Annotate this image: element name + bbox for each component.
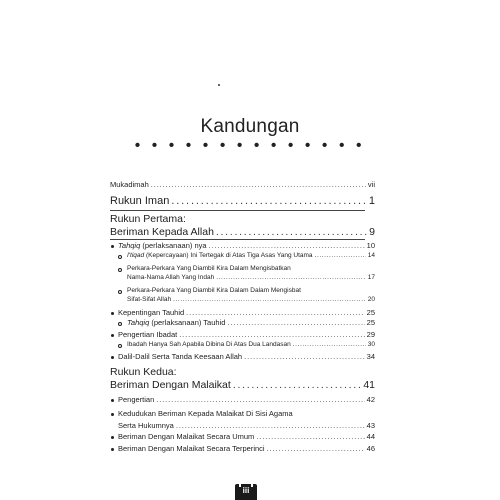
bullet-icon (111, 413, 114, 416)
entry-label: Pengertian Ibadat (118, 330, 178, 339)
entry-page: 17 (367, 274, 375, 281)
bullet-icon (111, 436, 114, 439)
entry-page: 42 (366, 395, 375, 404)
entry-label: Beriman Dengan Malaikat (110, 379, 231, 391)
entry-label: Tahqiq (perlaksanaan) nya (118, 241, 207, 250)
bullet-icon (111, 356, 114, 359)
leader-dots (227, 318, 364, 327)
entry-page: 1 (368, 195, 375, 207)
page-number-tab (235, 484, 257, 500)
toc-entry-terperinci[interactable] (118, 444, 375, 453)
entry-page: 9 (369, 226, 375, 238)
entry-label-line1: Kedudukan Beriman Kepada Malaikat Di Sisi Agama (118, 409, 293, 418)
page-title: Kandungan (200, 116, 300, 137)
toc-entry-beriman-dengan-malaikat[interactable] (110, 379, 375, 391)
bullet-icon (111, 448, 114, 451)
section-heading-rukun-pertama: Rukun Pertama: (110, 213, 186, 225)
entry-page: 34 (366, 352, 375, 361)
leader-dots (216, 226, 367, 238)
entry-label: Pengertian (118, 395, 155, 404)
page-number: iii (242, 486, 250, 495)
bullet-icon (111, 245, 114, 248)
leader-dots (209, 241, 365, 250)
entry-page: 10 (366, 241, 375, 250)
entry-page: 41 (363, 379, 375, 391)
toc-entry-dalil[interactable] (118, 352, 375, 361)
leader-dots (315, 252, 366, 259)
leader-dots (176, 421, 365, 430)
underline (110, 210, 365, 211)
entry-label: Tahqiq (perlaksanaan) Tauhid (127, 318, 226, 327)
entry-page: 14 (367, 252, 375, 259)
entry-page: 46 (366, 444, 375, 453)
toc-entry-perkara-nama[interactable] (127, 274, 375, 281)
leader-dots (156, 395, 364, 404)
entry-label: Kepentingan Tauhid (118, 308, 185, 317)
entry-label-line1: Perkara-Perkara Yang Diambil Kira Dalam Dalam Mengisbat (127, 287, 301, 294)
leader-dots (244, 352, 365, 361)
leader-dots (186, 308, 364, 317)
entry-page: vii (367, 180, 375, 189)
entry-page: 20 (367, 296, 375, 303)
leader-dots (233, 379, 362, 391)
leader-dots (173, 296, 366, 303)
toc-entry-perkara-sifat[interactable] (127, 296, 375, 303)
entry-page: 30 (367, 341, 375, 348)
entry-label: Dalil-Dalil Serta Tanda Keesaan Allah (118, 352, 243, 361)
entry-label: Beriman Dengan Malaikat Secara Terperinci (118, 444, 265, 453)
toc-entry-beriman-kepada-allah[interactable] (110, 226, 375, 238)
entry-label: Ibadah Hanya Sah Apabila Dibina Di Atas Dua Landasan (127, 341, 291, 348)
circle-bullet-icon (118, 322, 122, 326)
title-ornament: • • • • • • • • • • • • • • (134, 137, 366, 154)
entry-label: I'tiqad (Kepercayaan) Ini Tertegak di Atas Tiga Asas Yang Utama (127, 252, 313, 259)
toc-entry-pengertian-ibadat[interactable] (118, 330, 375, 339)
entry-page: 44 (366, 432, 375, 441)
toc-entry-mukadimah[interactable] (110, 180, 375, 189)
toc-entry-pengertian[interactable] (118, 395, 375, 404)
circle-bullet-icon (118, 255, 122, 259)
leader-dots (171, 195, 367, 207)
toc-entry-ibadah[interactable] (127, 341, 375, 348)
entry-label: Rukun Iman (110, 195, 170, 207)
entry-page: 25 (366, 308, 375, 317)
leader-dots (267, 444, 365, 453)
leader-dots (293, 341, 366, 348)
bullet-icon (111, 312, 114, 315)
toc-entry-umum[interactable] (118, 432, 375, 441)
circle-bullet-icon (118, 268, 122, 272)
entry-label: Nama-Nama Allah Yang Indah (127, 274, 215, 281)
entry-label: Beriman Kepada Allah (110, 226, 214, 238)
entry-page: 29 (366, 330, 375, 339)
section-heading-rukun-kedua: Rukun Kedua: (110, 366, 177, 378)
toc-entry-itiqad[interactable] (127, 252, 375, 259)
toc-entry-rukun-iman[interactable] (110, 195, 375, 207)
entry-label-line1: Perkara-Perkara Yang Diambil Kira Dalam Mengisbatkan (127, 265, 291, 272)
entry-page: 43 (366, 421, 375, 430)
leader-dots (179, 330, 364, 339)
entry-page: 25 (366, 318, 375, 327)
leader-dots (151, 180, 366, 189)
bullet-icon (111, 399, 114, 402)
underline (110, 239, 365, 240)
bullet-icon (111, 334, 114, 337)
entry-label: Serta Hukumnya (118, 421, 174, 430)
toc-entry-tahqiq[interactable] (118, 241, 375, 250)
leader-dots (216, 274, 366, 281)
entry-label: Mukadimah (110, 180, 149, 189)
entry-label: Sifat-Sifat Allah (127, 296, 172, 303)
toc-entry-tahqiq-tauhid[interactable] (127, 318, 375, 327)
circle-bullet-icon (118, 344, 122, 348)
leader-dots (256, 432, 364, 441)
entry-label: Beriman Dengan Malaikat Secara Umum (118, 432, 255, 441)
toc-entry-kedudukan[interactable] (118, 421, 375, 430)
circle-bullet-icon (118, 290, 122, 294)
notch (251, 484, 253, 487)
notch (239, 484, 241, 487)
toc-entry-kepentingan-tauhid[interactable] (118, 308, 375, 317)
